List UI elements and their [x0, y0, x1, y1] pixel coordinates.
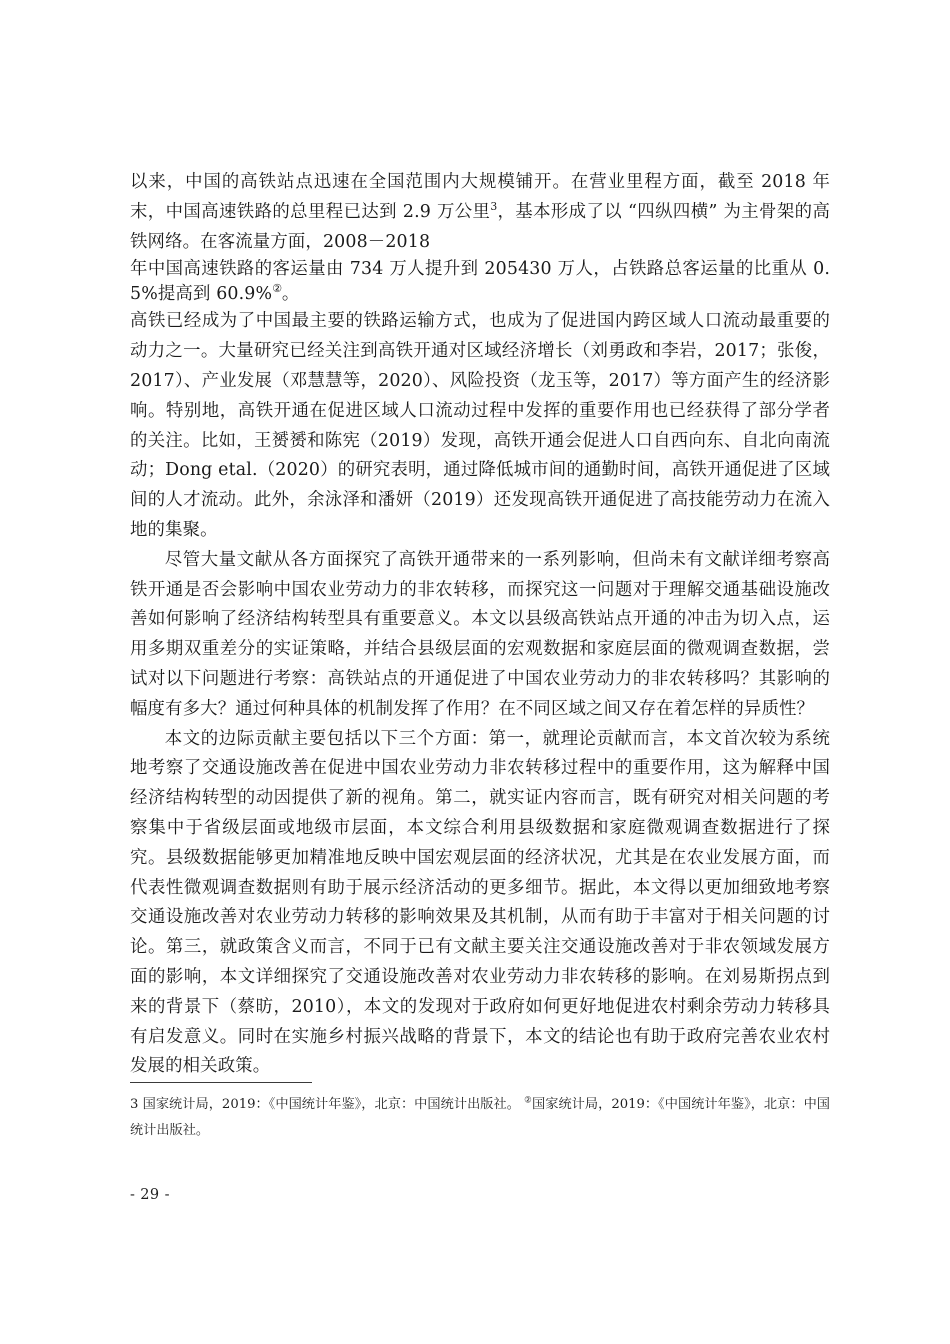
footnote-marker-circled-2: ②: [272, 282, 282, 296]
paragraph-1b-text-part1: 年中国高速铁路的客运量由 734 万人提升到 205430 万人，占铁路总客运量的比重从 0.5%提高到 60.9%: [130, 259, 830, 305]
page-number: - 29 -: [130, 1187, 170, 1203]
paragraph-1a-text-part2: ，基本形成了以 “四纵四横” 为主骨架的高铁网络。在客流量方面，2008－2018: [130, 201, 830, 252]
footnote-marker-circled-2-ref: ②: [524, 1095, 533, 1106]
page-content: [130, 168, 830, 1082]
paragraph-1b-text-part2: 。: [281, 284, 300, 305]
footnote-separator-rule: [130, 1082, 312, 1083]
body-paragraph-1b: [130, 257, 830, 307]
footnote-text-2: 国家统计局，2019：《中国统计年鉴》，北京：中国统计出版社。: [130, 1097, 830, 1138]
footnote-text-1: 3 国家统计局，2019：《中国统计年鉴》，北京：中国统计出版社。: [130, 1097, 525, 1112]
footnote-section: [130, 1082, 830, 1144]
body-paragraph-1c: 高铁已经成为了中国最主要的铁路运输方式，也成为了促进国内跨区域人口流动最重要的动力之一。大量研究已经关注到高铁开通对区域经济增长（刘勇政和李岩，2017；张俊，2017）、产业发展（邓慧慧等，2020）、风险投资（龙玉等，2017）等方面产生的经济影响。特别地，高铁开通在促进区域人口流动过程中发挥的重要作用也已经获得了部分学者的关注。比如，王赟赟和陈宪（2019）发现，高铁开通会促进人口自西向东、自北向南流动；Dong etal.（2020）的研究表明，通过降低城市间的通勤时间，高铁开通促进了区域间的人才流动。此外，余泳泽和潘妍（2019）还发现高铁开通促进了高技能劳动力在流入地的集聚。: [130, 311, 830, 540]
body-paragraph-2: 尽管大量文献从各方面探究了高铁开通带来的一系列影响，但尚未有文献详细考察高铁开通是否会影响中国农业劳动力的非农转移，而探究这一问题对于理解交通基础设施改善如何影响了经济结构转型具有重要意义。本文以县级高铁站点开通的冲击为切入点，运用多期双重差分的实证策略，并结合县级层面的宏观数据和家庭层面的微观调查数据，尝试对以下问题进行考察：高铁站点的开通促进了中国农业劳动力的非农转移吗？其影响的幅度有多大？通过何种具体的机制发挥了作用？在不同区域之间又存在着怎样的异质性？: [130, 549, 830, 719]
paragraph-1a-text-part1: 以来，中国的高铁站点迅速在全国范围内大规模铺开。在营业里程方面，截至 2018 年末，中国高速铁路的总里程已达到 2.9 万公里: [130, 172, 830, 222]
footnote-entry: [130, 1092, 830, 1144]
footnote-marker-3: 3: [490, 200, 498, 213]
body-paragraph-3: 本文的边际贡献主要包括以下三个方面：第一，就理论贡献而言，本文首次较为系统地考察了交通设施改善在促进中国农业劳动力非农转移过程中的重要作用，这为解释中国经济结构转型的动因提供了新的视角。第二，就实证内容而言，既有研究对相关问题的考察集中于省级层面或地级市层面，本文综合利用县级数据和家庭微观调查数据进行了探究。县级数据能够更加精准地反映中国宏观层面的经济状况，尤其是在农业发展方面，而代表性微观调查数据则有助于展示经济活动的更多细节。据此，本文得以更加细致地考察交通设施改善对农业劳动力转移的影响效果及其机制，从而有助于丰富对于相关问题的讨论。第三，就政策含义而言，不同于已有文献主要关注交通设施改善对于非农领域发展方面的影响，本文详细探究了交通设施改善对农业劳动力非农转移的影响。在刘易斯拐点到来的背景下（蔡昉，2010），本文的发现对于政府如何更好地促进农村剩余劳动力转移具有启发意义。同时在实施乡村振兴战略的背景下，本文的结论也有助于政府完善农业农村发展的相关政策。: [130, 728, 830, 1077]
body-paragraph-1a: [130, 168, 830, 257]
